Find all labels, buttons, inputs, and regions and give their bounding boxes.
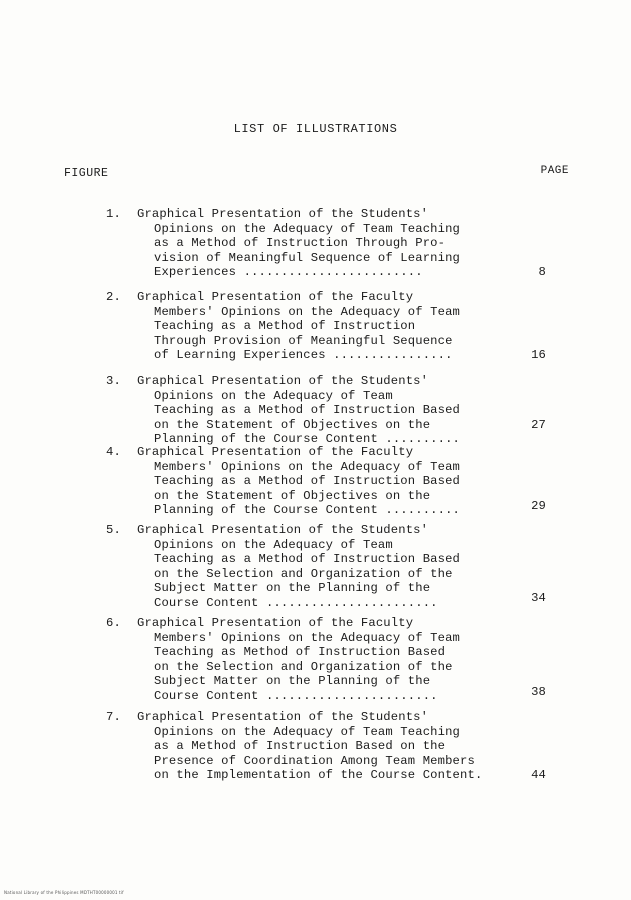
caption-line: Graphical Presentation of the Faculty [137,290,414,304]
caption-line: Teaching as a Method of Instruction Based [154,474,461,489]
caption-line: Experiences ........................ [154,265,423,280]
caption-line: on the Selection and Organization of the [154,659,453,674]
figure-number: 1. [106,207,121,221]
caption-line: as a Method of Instruction Through Pro- [154,236,446,251]
caption-line: Graphical Presentation of the Students' [137,523,429,537]
caption-line: on the Selection and Organization of the [154,566,453,581]
figure-number: 6. [106,616,121,630]
figure-caption [137,616,546,704]
caption-line: on the Implementation of the Course Content. [154,768,483,783]
figure-caption [137,710,546,783]
list-item [106,290,546,363]
figure-number: 7. [106,710,121,724]
caption-line: Opinions on the Adequacy of Team [154,537,393,552]
list-item [106,616,546,704]
caption-line: Graphical Presentation of the Faculty [137,616,414,630]
list-item [106,710,546,783]
caption-line: Graphical Presentation of the Students' [137,207,429,221]
page-title: LIST OF ILLUSTRATIONS [233,122,398,136]
page-number: 38 [531,685,546,699]
caption-line: Graphical Presentation of the Students' [137,374,429,388]
page-number: 29 [531,499,546,513]
caption-line: Members' Opinions on the Adequacy of Team [154,459,461,474]
list-item [106,445,546,518]
caption-line: Presence of Coordination Among Team Members [154,753,475,768]
caption-line: Graphical Presentation of the Students' [137,710,429,724]
figure-caption [137,290,546,363]
caption-line: Members' Opinions on the Adequacy of Team [154,304,461,319]
figure-number: 4. [106,445,121,459]
page-number: 8 [538,265,546,279]
figure-number: 3. [106,374,121,388]
caption-line: Opinions on the Adequacy of Team [154,388,393,403]
caption-line: Course Content ....................... [154,688,438,703]
caption-line: Members' Opinions on the Adequacy of Team [154,630,461,645]
list-item [106,523,546,611]
page-number: 27 [531,418,546,432]
caption-line: on the Statement of Objectives on the [154,417,431,432]
caption-line: Teaching as a Method of Instruction [154,319,416,334]
caption-line: Opinions on the Adequacy of Team Teaching [154,724,461,739]
caption-line: on the Statement of Objectives on the [154,488,431,503]
caption-line: Graphical Presentation of the Faculty [137,445,414,459]
caption-line: Course Content ....................... [154,595,438,610]
figure-number: 2. [106,290,121,304]
caption-line: Subject Matter on the Planning of the [154,581,431,596]
figure-caption [137,445,546,518]
caption-line: Teaching as a Method of Instruction Based [154,552,461,567]
list-item [106,207,546,280]
page-number: 44 [531,768,546,782]
figure-column-header: FIGURE [64,167,109,180]
caption-line: as a Method of Instruction Based on the [154,739,446,754]
figure-number: 5. [106,523,121,537]
page-column-header: PAGE [540,165,569,177]
caption-line: of Learning Experiences ................ [154,348,453,363]
caption-line: vision of Meaningful Sequence of Learning [154,250,461,265]
page-number: 16 [531,348,546,362]
caption-line: Teaching as Method of Instruction Based [154,645,446,660]
figure-caption [137,523,546,611]
figure-caption [137,207,546,280]
scan-footer: National Library of the Philippines MDTHT00000001 tif [4,890,124,895]
figure-caption [137,374,546,447]
page-number: 34 [531,591,546,605]
caption-line: Planning of the Course Content .......... [154,503,461,518]
caption-line: Subject Matter on the Planning of the [154,674,431,689]
list-item [106,374,546,447]
caption-line: Planning of the Course Content .......... [154,432,461,447]
caption-line: Teaching as a Method of Instruction Based [154,403,461,418]
caption-line: Through Provision of Meaningful Sequence [154,333,453,348]
caption-line: Opinions on the Adequacy of Team Teaching [154,221,461,236]
